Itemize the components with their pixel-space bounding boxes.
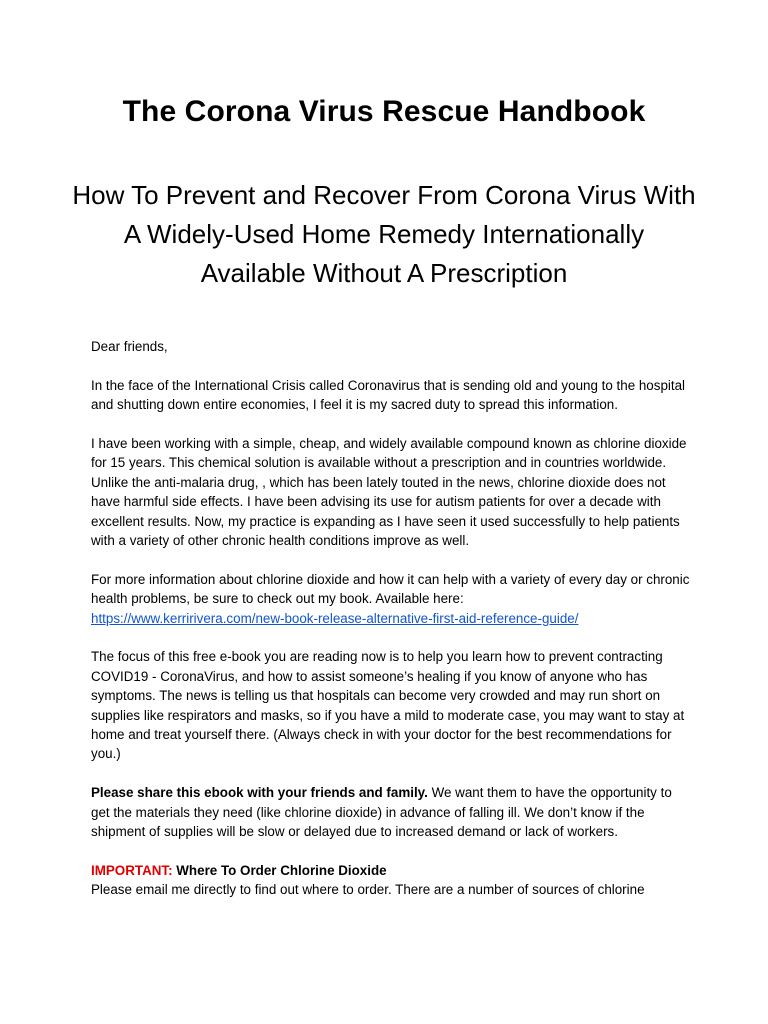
book-link[interactable]: https://www.kerririvera.com/new-book-release-alternative-first-aid-reference-guide/ <box>91 610 579 626</box>
paragraph-order: Please email me directly to find out where to order. There are a number of sources of chlorine <box>91 882 645 898</box>
greeting: Dear friends, <box>91 339 168 354</box>
paragraph-ebook-focus: The focus of this free e-book you are reading now is to help you learn how to prevent contracting COVID19 - CoronaVirus, and how to assist someone’s healing if you know of anyone who has symptoms. The news is telling us that hospitals can become very crowded and may run short on supplies like respirators and masks, so if you have a mild to moderate case, you may want to stay at home and treat yourself there. (Always check in with your doctor for the best recommendations for you.) <box>91 649 685 762</box>
paragraph-chlorine-dioxide: I have been working with a simple, cheap, and widely available compound known as chlorine dioxide for 15 years. This chemical solution is available without a prescription and in countries worldwide. Unlike the anti-malaria drug, , which has been lately touted in the news, chlorine dioxide does not have harmful side effects. I have been advising its use for autism patients for over a decade with excellent results. Now, my practice is expanding as I have seen it used successfully to help patients with a variety of other chronic health conditions improve as well. <box>91 436 687 549</box>
share-text: We want them to have the opportunity to get the materials they need (like chlorine dioxide) in advance of falling ill. We don’t know if the shipment of supplies will be slow or delayed due to increased demand or lack of workers. <box>91 785 672 840</box>
paragraph-share <box>91 783 691 841</box>
important-label: IMPORTANT: <box>91 862 173 878</box>
document-subtitle: How To Prevent and Recover From Corona Virus With A Widely-Used Home Remedy Internationally Available Without A Prescription <box>72 180 696 288</box>
paragraph-intro: In the face of the International Crisis called Coronavirus that is sending old and young to the hospital and shutting down entire economies, I feel it is my sacred duty to spread this information. <box>91 377 686 413</box>
document-title: The Corona Virus Rescue Handbook <box>122 95 646 128</box>
book-info-text: For more information about chlorine dioxide and how it can help with a variety of every day or chronic health problems, be sure to check out my book. Available here: <box>91 571 690 607</box>
paragraph-book-info <box>91 570 691 628</box>
important-heading-text: Where To Order Chlorine Dioxide <box>172 862 387 878</box>
important-heading <box>91 861 691 880</box>
document-body <box>91 337 691 900</box>
share-bold-text: Please share this ebook with your friends and family. <box>91 785 428 801</box>
